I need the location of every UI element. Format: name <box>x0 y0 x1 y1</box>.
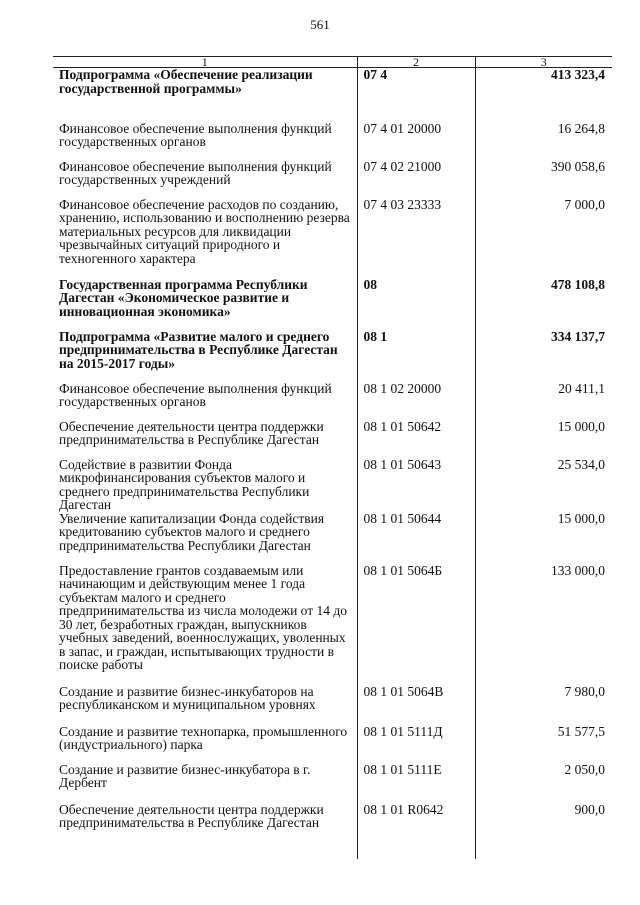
row-amount: 15 000,0 <box>475 512 612 564</box>
row-code: 08 1 01 50644 <box>357 512 475 564</box>
table-row <box>53 420 612 458</box>
row-amount: 2 050,0 <box>475 763 612 803</box>
row-name: Увеличение капитализации Фонда содействия кредитованию субъектов малого и среднего предпринимательства Республики Дагестан <box>59 510 325 553</box>
row-code: 08 1 01 5064Б <box>357 564 475 685</box>
row-code: 08 1 01 5111Е <box>357 763 475 803</box>
row-code: 07 4 02 21000 <box>357 160 475 198</box>
row-amount: 478 108,8 <box>475 278 612 330</box>
row-code: 08 1 01 50642 <box>357 420 475 458</box>
row-amount: 7 980,0 <box>475 685 612 725</box>
row-amount: 25 534,0 <box>475 458 612 512</box>
table-row <box>53 685 612 725</box>
column-header-name: 1 <box>53 57 357 68</box>
table-row <box>53 725 612 763</box>
row-code: 08 1 01 R0642 <box>357 803 475 859</box>
table-row <box>53 330 612 382</box>
table-row <box>53 382 612 420</box>
row-name: Финансовое обеспечение выполнения функций государственных органов <box>59 120 332 149</box>
row-code: 07 4 03 23333 <box>357 198 475 278</box>
table-row <box>53 512 612 564</box>
row-code: 08 <box>357 278 475 330</box>
row-code: 08 1 01 5064В <box>357 685 475 725</box>
row-code: 07 4 01 20000 <box>357 122 475 160</box>
row-name: Финансовое обеспечение расходов по созданию, хранению, использованию и восполнению резерва материальных ресурсов для ликвидации чрезвычайных ситуаций природного и техногенного характера <box>59 196 350 266</box>
row-name: Предоставление грантов создаваемым или начинающим и действующим менее 1 года субъектам малого и среднего предпринимательства из числа молодежи от 14 до 30 лет, безработных граждан, выпускников учебных заведений, военнослужащих, уволенных в запас, и граждан, испытывающих трудности в поиске работы <box>59 562 348 672</box>
row-amount: 16 264,8 <box>475 122 612 160</box>
table-row <box>53 564 612 685</box>
table-row <box>53 803 612 859</box>
table-row <box>53 122 612 160</box>
row-amount: 15 000,0 <box>475 420 612 458</box>
row-code: 08 1 02 20000 <box>357 382 475 420</box>
table-row <box>53 68 612 122</box>
table-row <box>53 458 612 512</box>
row-amount: 133 000,0 <box>475 564 612 685</box>
row-name: Содействие в развитии Фонда микрофинансирования субъектов малого и среднего предпринимательства Республики Дагестан <box>59 456 310 512</box>
table-row <box>53 763 612 803</box>
row-name: Подпрограмма «Обеспечение реализации государственной программы» <box>59 67 313 96</box>
row-amount: 900,0 <box>475 803 612 859</box>
row-name: Создание и развитие бизнес-инкубаторов на республиканском и муниципальном уровнях <box>59 683 316 712</box>
row-code: 07 4 <box>357 68 475 122</box>
row-amount: 7 000,0 <box>475 198 612 278</box>
row-name: Государственная программа Республики Дагестан «Экономическое развитие и инновационная экономика» <box>59 276 308 319</box>
row-name: Создание и развитие технопарка, промышленного (индустриального) парка <box>59 723 348 752</box>
row-code: 08 1 <box>357 330 475 382</box>
page-number: 561 <box>310 17 330 32</box>
budget-table <box>53 56 612 859</box>
row-amount: 390 058,6 <box>475 160 612 198</box>
row-code: 08 1 01 50643 <box>357 458 475 512</box>
table-row <box>53 160 612 198</box>
row-name: Финансовое обеспечение выполнения функций государственных органов <box>59 380 332 409</box>
table-row <box>53 278 612 330</box>
row-name: Обеспечение деятельности центра поддержки предпринимательства в Республике Дагестан <box>59 801 324 830</box>
row-code: 08 1 01 5111Д <box>357 725 475 763</box>
row-amount: 20 411,1 <box>475 382 612 420</box>
table-row <box>53 198 612 278</box>
row-amount: 51 577,5 <box>475 725 612 763</box>
row-name: Подпрограмма «Развитие малого и среднего предпринимательства в Республике Дагестан на 2015-2017 годы» <box>59 328 338 371</box>
header-row <box>53 57 612 68</box>
row-name: Создание и развитие бизнес-инкубатора в г. Дербент <box>59 761 311 790</box>
row-amount: 413 323,4 <box>475 68 612 122</box>
row-name: Финансовое обеспечение выполнения функций государственных учреждений <box>59 158 332 187</box>
column-header-amount: 3 <box>475 57 612 68</box>
row-amount: 334 137,7 <box>475 330 612 382</box>
row-name: Обеспечение деятельности центра поддержки предпринимательства в Республике Дагестан <box>59 418 324 447</box>
column-header-code: 2 <box>357 57 475 68</box>
